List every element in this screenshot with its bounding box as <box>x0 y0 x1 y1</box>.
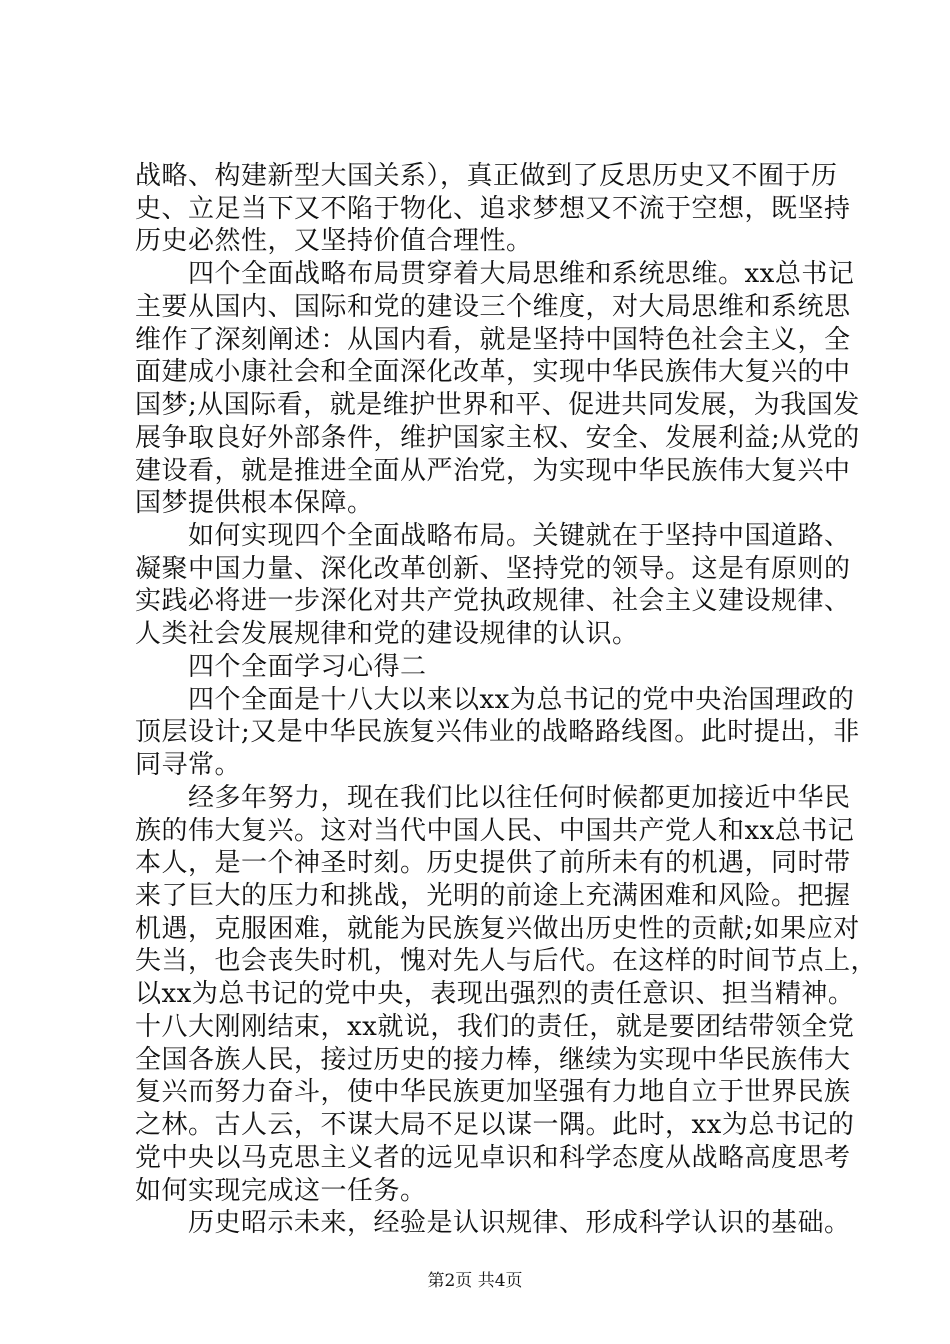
text-line: 战略、构建新型大国关系），真正做到了反思历史又不囿于历 <box>135 161 838 191</box>
text-line: 机遇，克服困难，就能为民族复兴做出历史性的贡献;如果应对 <box>135 913 860 944</box>
text-line: 来了巨大的压力和挑战，光明的前途上充满困难和风险。把握 <box>135 881 851 911</box>
text-line: 四个全面是十八大以来以xx为总书记的党中央治国理政的 <box>135 684 855 715</box>
text-line: 族的伟大复兴。这对当代中国人民、中国共产党人和xx总书记 <box>135 815 855 846</box>
text-line: 维作了深刻阐述：从国内看，就是坚持中国特色社会主义，全 <box>135 324 851 355</box>
text-line: 主要从国内、国际和党的建设三个维度，对大局思维和系统思 <box>135 291 851 322</box>
text-line: 如何实现四个全面战略布局。关键就在于坚持中国道路、 <box>135 521 851 551</box>
text-line: 国梦;从国际看，就是维护世界和平、促进共同发展，为我国发 <box>135 390 860 421</box>
text-line: 人类社会发展规律和党的建设规律的认识。 <box>135 619 639 650</box>
text-line: 之林。古人云，不谋大局不足以谋一隅。此时，xx为总书记的 <box>135 1110 855 1141</box>
text-line: 实践必将进一步深化对共产党执政规律、社会主义建设规律、 <box>135 586 851 617</box>
text-line: 历史昭示未来，经验是认识规律、形成科学认识的基础。 <box>135 1208 851 1239</box>
text-line: 本人，是一个神圣时刻。历史提供了前所未有的机遇，同时带 <box>135 848 851 879</box>
section-heading: 四个全面学习心得二 <box>135 651 427 682</box>
text-line: 面建成小康社会和全面深化改革，实现中华民族伟大复兴的中 <box>135 357 851 388</box>
text-line: 历史必然性，又坚持价值合理性。 <box>135 226 533 257</box>
text-line: 如何实现完成这一任务。 <box>135 1175 427 1206</box>
text-line: 复兴而努力奋斗，使中华民族更加坚强有力地自立于世界民族 <box>135 1077 851 1108</box>
text-line: 建设看，就是推进全面从严治党，为实现中华民族伟大复兴中 <box>135 455 851 486</box>
text-line: 十八大刚刚结束，xx就说，我们的责任，就是要团结带领全党 <box>135 1011 855 1042</box>
text-line: 党中央以马克思主义者的远见卓识和科学态度从战略高度思考 <box>135 1142 851 1173</box>
text-line: 四个全面战略布局贯穿着大局思维和系统思维。xx总书记 <box>135 259 855 290</box>
page-number-footer: 第2页 共4页 <box>427 1271 523 1291</box>
text-line: 国梦提供根本保障。 <box>135 488 374 519</box>
text-line: 全国各族人民，接过历史的接力棒，继续为实现中华民族伟大 <box>135 1044 851 1075</box>
text-line: 凝聚中国力量、深化改革创新、坚持党的领导。这是有原则的 <box>135 553 851 584</box>
text-line: 史、立足当下又不陷于物化、追求梦想又不流于空想，既坚持 <box>135 193 851 224</box>
text-line: 失当，也会丧失时机，愧对先人与后代。在这样的时间节点上， <box>135 946 878 977</box>
text-line: 顶层设计;又是中华民族复兴伟业的战略路线图。此时提出，非 <box>135 717 860 748</box>
text-line: 同寻常。 <box>135 750 242 781</box>
text-line: 经多年努力，现在我们比以往任何时候都更加接近中华民 <box>135 782 851 813</box>
text-line: 以xx为总书记的党中央，表现出强烈的责任意识、担当精神。 <box>135 979 855 1010</box>
text-line: 展争取良好外部条件，维护国家主权、安全、发展利益;从党的 <box>135 422 860 453</box>
